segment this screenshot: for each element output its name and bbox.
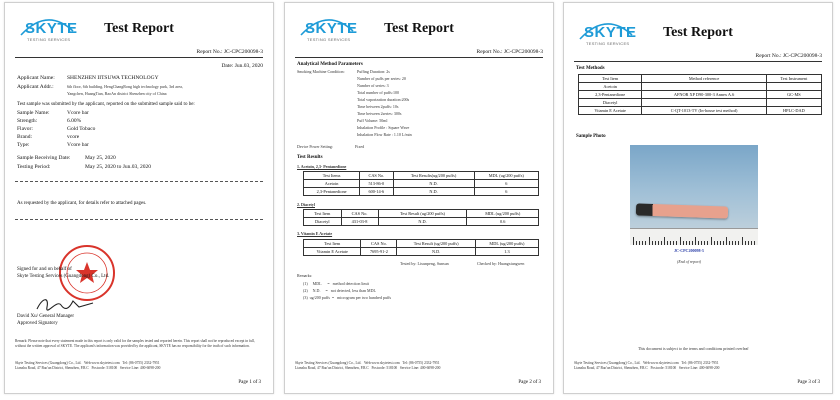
param-line: Total number of puffs:100 [357, 90, 399, 95]
table-header-cell: Test Results(ug/200 puffs) [393, 172, 474, 180]
section-1-title: 1. Acetoin, 2,3- Pentanedione [297, 164, 347, 169]
table-cell [642, 99, 766, 107]
method-row [579, 91, 822, 99]
report-footer: Skyte Testing Services (Guangdong) Co., Ltd. Web:www.skytetest.com Tel: (86-0755) 2332-7951 Lianzhu Road, 47 Bao'an District, Shenzhen, P.R.C Postcode: 518100 Service Line: 400-6098-200 [15, 361, 161, 371]
flavor-row: Flavor: Gold Tobaco [17, 126, 96, 132]
signer-name: David Xu/ General Manager [17, 314, 75, 319]
table-row [304, 180, 539, 188]
table-cell: 431-03-8 [341, 218, 378, 226]
signer-role: Approved Signatory [17, 321, 58, 326]
table-row [304, 218, 539, 226]
table-row [304, 188, 539, 196]
report-number: Report No.: JC-CPC200098-3 [476, 49, 543, 55]
applicant-row: Applicant Name: SHENZHEN IITSUWA TECHNOLOGY [17, 75, 159, 81]
param-line: Time between 2puffs: 10s [357, 104, 399, 109]
table-header-cell: Test Item [579, 75, 642, 83]
table-cell: GC-MS [766, 91, 821, 99]
address-line-2: Yangchen, HuangTian, BaoAn district Shenzhen city of China [67, 91, 167, 96]
vape-device-icon [636, 203, 728, 218]
type-row: Type: Vcore bar [17, 142, 89, 148]
signature-icon [35, 295, 95, 313]
table-header-cell: Test Result (ug/200 puffs) [397, 240, 475, 248]
results-table-2 [303, 209, 539, 226]
signed-line-1: Signed for and on behalf of [17, 267, 72, 272]
param-line: Total vaporization duration:200s [357, 97, 410, 102]
remarks-title: Remarks: [297, 273, 313, 278]
report-number: Report No.: JC-CPC200098-3 [755, 53, 822, 59]
page-number: Page 1 of 3 [238, 380, 261, 385]
table-cell: N.D. [393, 188, 474, 196]
report-page-3 [563, 2, 833, 394]
report-remark: Remark: Please note that every statement made in this report is only valid for the samples tested and reported herein. This report shall not be reproduced except in full, without the written approval of SKYTE. The applicant's information was provided by the applicant, SKYTE has no responsibility for the truth of such information. [15, 339, 255, 349]
table-cell: N.D. [397, 248, 475, 256]
header-divider [15, 57, 263, 58]
table-cell: 1.3 [475, 248, 538, 256]
table-cell: Acetoin [304, 180, 360, 188]
table-cell: 600-14-6 [360, 188, 393, 196]
report-number: Report No.: JC-CPC200098-3 [196, 49, 263, 55]
receiving-date-row: Sample Receiving Date: May 25, 2020 [17, 155, 116, 161]
section-divider [15, 219, 263, 220]
table-header-row [304, 240, 539, 248]
table-cell: 6 [474, 188, 538, 196]
table-header-cell: MDL (ug/200 puffs) [467, 210, 539, 218]
report-page-2 [284, 2, 554, 394]
param-line: Number of series: 3 [357, 83, 389, 88]
table-cell: Acetoin [579, 83, 642, 91]
report-title: Test Report [384, 21, 454, 36]
address-row: Applicant Addr.: 6th floor, 6th building, HengChangRong high technology park, 3rd area, [17, 84, 183, 90]
header-divider [295, 57, 543, 58]
remark-line: (1) MDL = method detection limit [303, 281, 369, 286]
logo-text: SKYTE [25, 20, 78, 37]
table-header-cell: Test Instrument [766, 75, 821, 83]
logo-tagline: TESTING SERVICES [27, 37, 71, 42]
ruler-icon [630, 228, 758, 245]
report-title: Test Report [663, 25, 733, 40]
table-header-row [579, 75, 822, 83]
table-cell: 513-86-0 [360, 180, 393, 188]
param-line: Inhalation Flow Rate : 1.10 L/min [357, 132, 412, 137]
intro-text: Test sample was submitted by the applicant, reported on the submitted sample said to be: [17, 102, 195, 107]
table-header-cell: Test Item [304, 240, 361, 248]
table-cell: Vitamin E Acetate [579, 107, 642, 115]
table-cell: 2,3-Pentanedione [579, 91, 642, 99]
table-cell: N.D. [378, 218, 467, 226]
table-cell: Diacetyl [579, 99, 642, 107]
param-line: Inhalation Profile : Square Wave [357, 125, 410, 130]
table-header-row [304, 172, 539, 180]
report-page-1 [4, 2, 274, 394]
report-footer: Skyte Testing Services (Guangdong) Co., Ltd. Web:www.skytetest.com Tel: (86-0755) 2332-7951 Lianzhu Road, 47 Bao'an District, Shenzhen, P.R.C Postcode: 518100 Service Line: 400-6098-200 [574, 361, 720, 371]
end-of-report: (End of report) [677, 259, 702, 264]
table-cell: Diacetyl [304, 218, 342, 226]
test-results-title: Test Results [297, 155, 323, 160]
test-methods-title: Test Methods [576, 66, 605, 71]
table-header-cell: CAS No. [361, 240, 397, 248]
param-line: Puff Volume: 50ml [357, 118, 388, 123]
table-cell: AFNOR XP D90-300-3 Annex A.6 [642, 91, 766, 99]
table-cell: 6 [474, 180, 538, 188]
photo-caption: JC-CPC200098-3 [674, 248, 704, 253]
table-cell [642, 83, 766, 91]
checked-by: Checked by: Huangxiangwen [477, 261, 525, 266]
table-cell: 7695-91-2 [361, 248, 397, 256]
param-line: Puffing Duration: 2s [357, 69, 390, 74]
table-cell: 0.6 [467, 218, 539, 226]
method-row [579, 99, 822, 107]
table-cell [766, 83, 821, 91]
section-2-title: 2. Diacetyl [297, 202, 315, 207]
param-line: Time between 2series: 300s [357, 111, 402, 116]
section-divider [15, 181, 263, 182]
remark-line: (3) ug/200 puffs = microgram per two hundred puffs [303, 295, 392, 300]
table-header-cell: MDL (ug/200 puffs) [475, 240, 538, 248]
table-header-cell: Test Item [304, 210, 342, 218]
method-row [579, 107, 822, 115]
report-footer: Skyte Testing Services (Guangdong) Co., Ltd. Web:www.skytetest.com Tel: (86-0755) 2332-7951 Lianzhu Road, 47 Bao'an District, Shenzhen, P.R.C Postcode: 518100 Service Line: 400-6098-200 [295, 361, 441, 371]
results-table-1 [303, 171, 539, 196]
report-title: Test Report [104, 21, 174, 36]
company-seal-icon [57, 243, 117, 303]
logo-tagline: TESTING SERVICES [307, 37, 351, 42]
logo-text: SKYTE [305, 20, 358, 37]
device-power-row: Device Power Setting: Fixed [297, 144, 365, 149]
table-header-cell: Test Result (ug/200 puffs) [378, 210, 467, 218]
signed-line-2: Skyte Testing Services (Guangdong) Co., Ltd. [17, 274, 110, 279]
table-cell [766, 99, 821, 107]
table-row [304, 248, 539, 256]
testing-period-row: Testing Period: May 25, 2020 to Jun.03, 2020 [17, 164, 151, 170]
table-header-cell: MDL (ug/200 puffs) [474, 172, 538, 180]
brand-row: Brand: vcore [17, 134, 80, 140]
disclaimer-line: This document is subject to the terms and conditions printed overleaf [638, 346, 749, 351]
table-cell: 2,3-Pentanedione [304, 188, 360, 196]
method-params-title: Analytical Method Parameters [297, 62, 363, 67]
request-line: As requested by the applicant, for details refer to attached pages. [17, 201, 147, 206]
table-header-cell: Test Items [304, 172, 360, 180]
table-header-cell: Method reference [642, 75, 766, 83]
remark-line: (2) N.D. = not detected, less than MDL [303, 288, 376, 293]
sample-name-row: Sample Name: Vcore bar [17, 110, 89, 116]
table-cell: C-QT-1013-TV (In-house test method) [642, 107, 766, 115]
page-number: Page 2 of 3 [518, 380, 541, 385]
table-cell: Vitamin E Acetate [304, 248, 361, 256]
smoking-machine-label: Smoking Machine Condition: [297, 69, 345, 74]
logo-text: SKYTE [584, 24, 637, 41]
header-divider [574, 61, 822, 62]
sample-photo-title: Sample Photo [576, 134, 606, 139]
sample-photo [630, 145, 758, 245]
logo-tagline: TESTING SERVICES [586, 41, 630, 46]
methods-table [578, 74, 822, 115]
report-date: Date: Jun.03, 2020 [221, 63, 263, 69]
tested-by: Tested by: Lixunpeng, Sunsun [400, 261, 449, 266]
strength-row: Strength: 6.00% [17, 118, 82, 124]
param-line: Number of puffs per series: 20 [357, 76, 406, 81]
table-cell: N.D. [393, 180, 474, 188]
table-header-cell: CAS No. [360, 172, 393, 180]
table-header-row [304, 210, 539, 218]
results-table-3 [303, 239, 539, 256]
section-3-title: 3. Vitamin E Acetate [297, 231, 333, 236]
table-cell: HPLC-DAD [766, 107, 821, 115]
table-header-cell: CAS No. [341, 210, 378, 218]
method-row [579, 83, 822, 91]
page-number: Page 3 of 3 [797, 380, 820, 385]
